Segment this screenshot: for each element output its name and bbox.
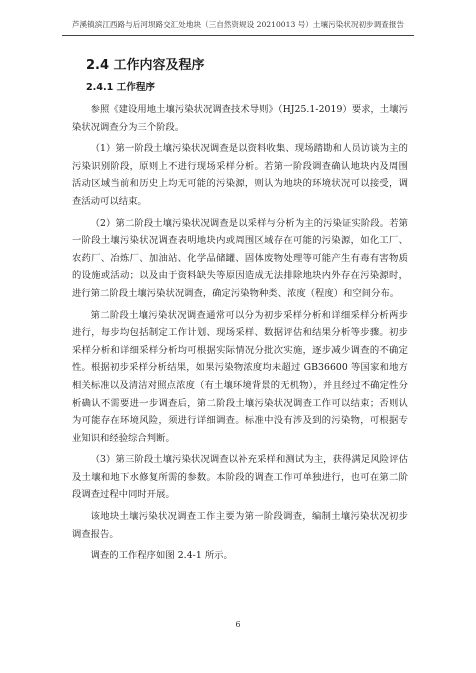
paragraph-intro: 参照《建设用地土壤污染状况调查技术导则》（HJ25.1-2019）要求，土壤污染状况调查分为三个阶段。 (72, 104, 408, 133)
header-divider (62, 35, 414, 36)
page-number: 6 (235, 620, 241, 629)
paragraph-figure-reference: 调查的工作程序如图 2.4-1 所示。 (90, 550, 233, 562)
page-header: 芦溪镇滨江西路与后河坝路交汇处地块（三自然资规设 20210013 号）土壤污染状况初步调查报告 (71, 20, 405, 29)
paragraph-stage-two-detail: 第二阶段土壤污染状况调查通常可以分为初步采样分析和详细采样分析两步进行，每步均包括制定工作计划、现场采样、数据评估和结果分析等步骤。初步采样分析和详细采样分析均可根据实际情况分批次实施，逐步减少调查的不确定性。根据初步采样分析结果，如果污染物浓度均未超过 GB36600 等国家和地方相关标准以及清洁对照点浓度（有土壤环境背景的无机物），并且经过不确定性分析确认不需要进一步调查后，第二阶段土壤污染状况调查工作可以结束；否则认为可能存在环境风险，须进行详细调查。标准中没有涉及到的污染物，可根据专业知识和经验综合判断。 (72, 309, 408, 444)
paragraph-stage-three: （3）第三阶段土壤污染状况调查以补充采样和测试为主，获得满足风险评估及土壤和地下水修复所需的参数。本阶段的调查工作可单独进行，也可在第二阶段调查过程中同时开展。 (72, 454, 408, 501)
subsection-title: 2.4.1 工作程序 (86, 82, 156, 93)
paragraph-site-scope: 该地块土壤污染状况调查工作主要为第一阶段调查，编制土壤污染状况初步调查报告。 (72, 511, 408, 540)
section-title: 2.4 工作内容及程序 (86, 58, 205, 73)
paragraph-stage-two: （2）第二阶段土壤污染状况调查是以采样与分析为主的污染证实阶段。若第一阶段土壤污染状况调查表明地块内或周围区域存在可能的污染源，如化工厂、农药厂、冶炼厂、加油站、化学品储罐、固体废物处理等可能产生有毒有害物质的设施或活动；以及由于资料缺失等原因造成无法排除地块内外存在污染源时，进行第二阶段土壤污染状况调查，确定污染物种类、浓度（程度）和空间分布。 (72, 217, 408, 299)
document-body (72, 56, 408, 569)
paragraph-stage-one: （1）第一阶段土壤污染状况调查是以资料收集、现场踏勘和人员访谈为主的污染识别阶段，原则上不进行现场采样分析。若第一阶段调查确认地块内及周围活动区域当前和历史上均无可能的污染源，则认为地块的环境状况可以接受，调查活动可以结束。 (72, 143, 408, 207)
